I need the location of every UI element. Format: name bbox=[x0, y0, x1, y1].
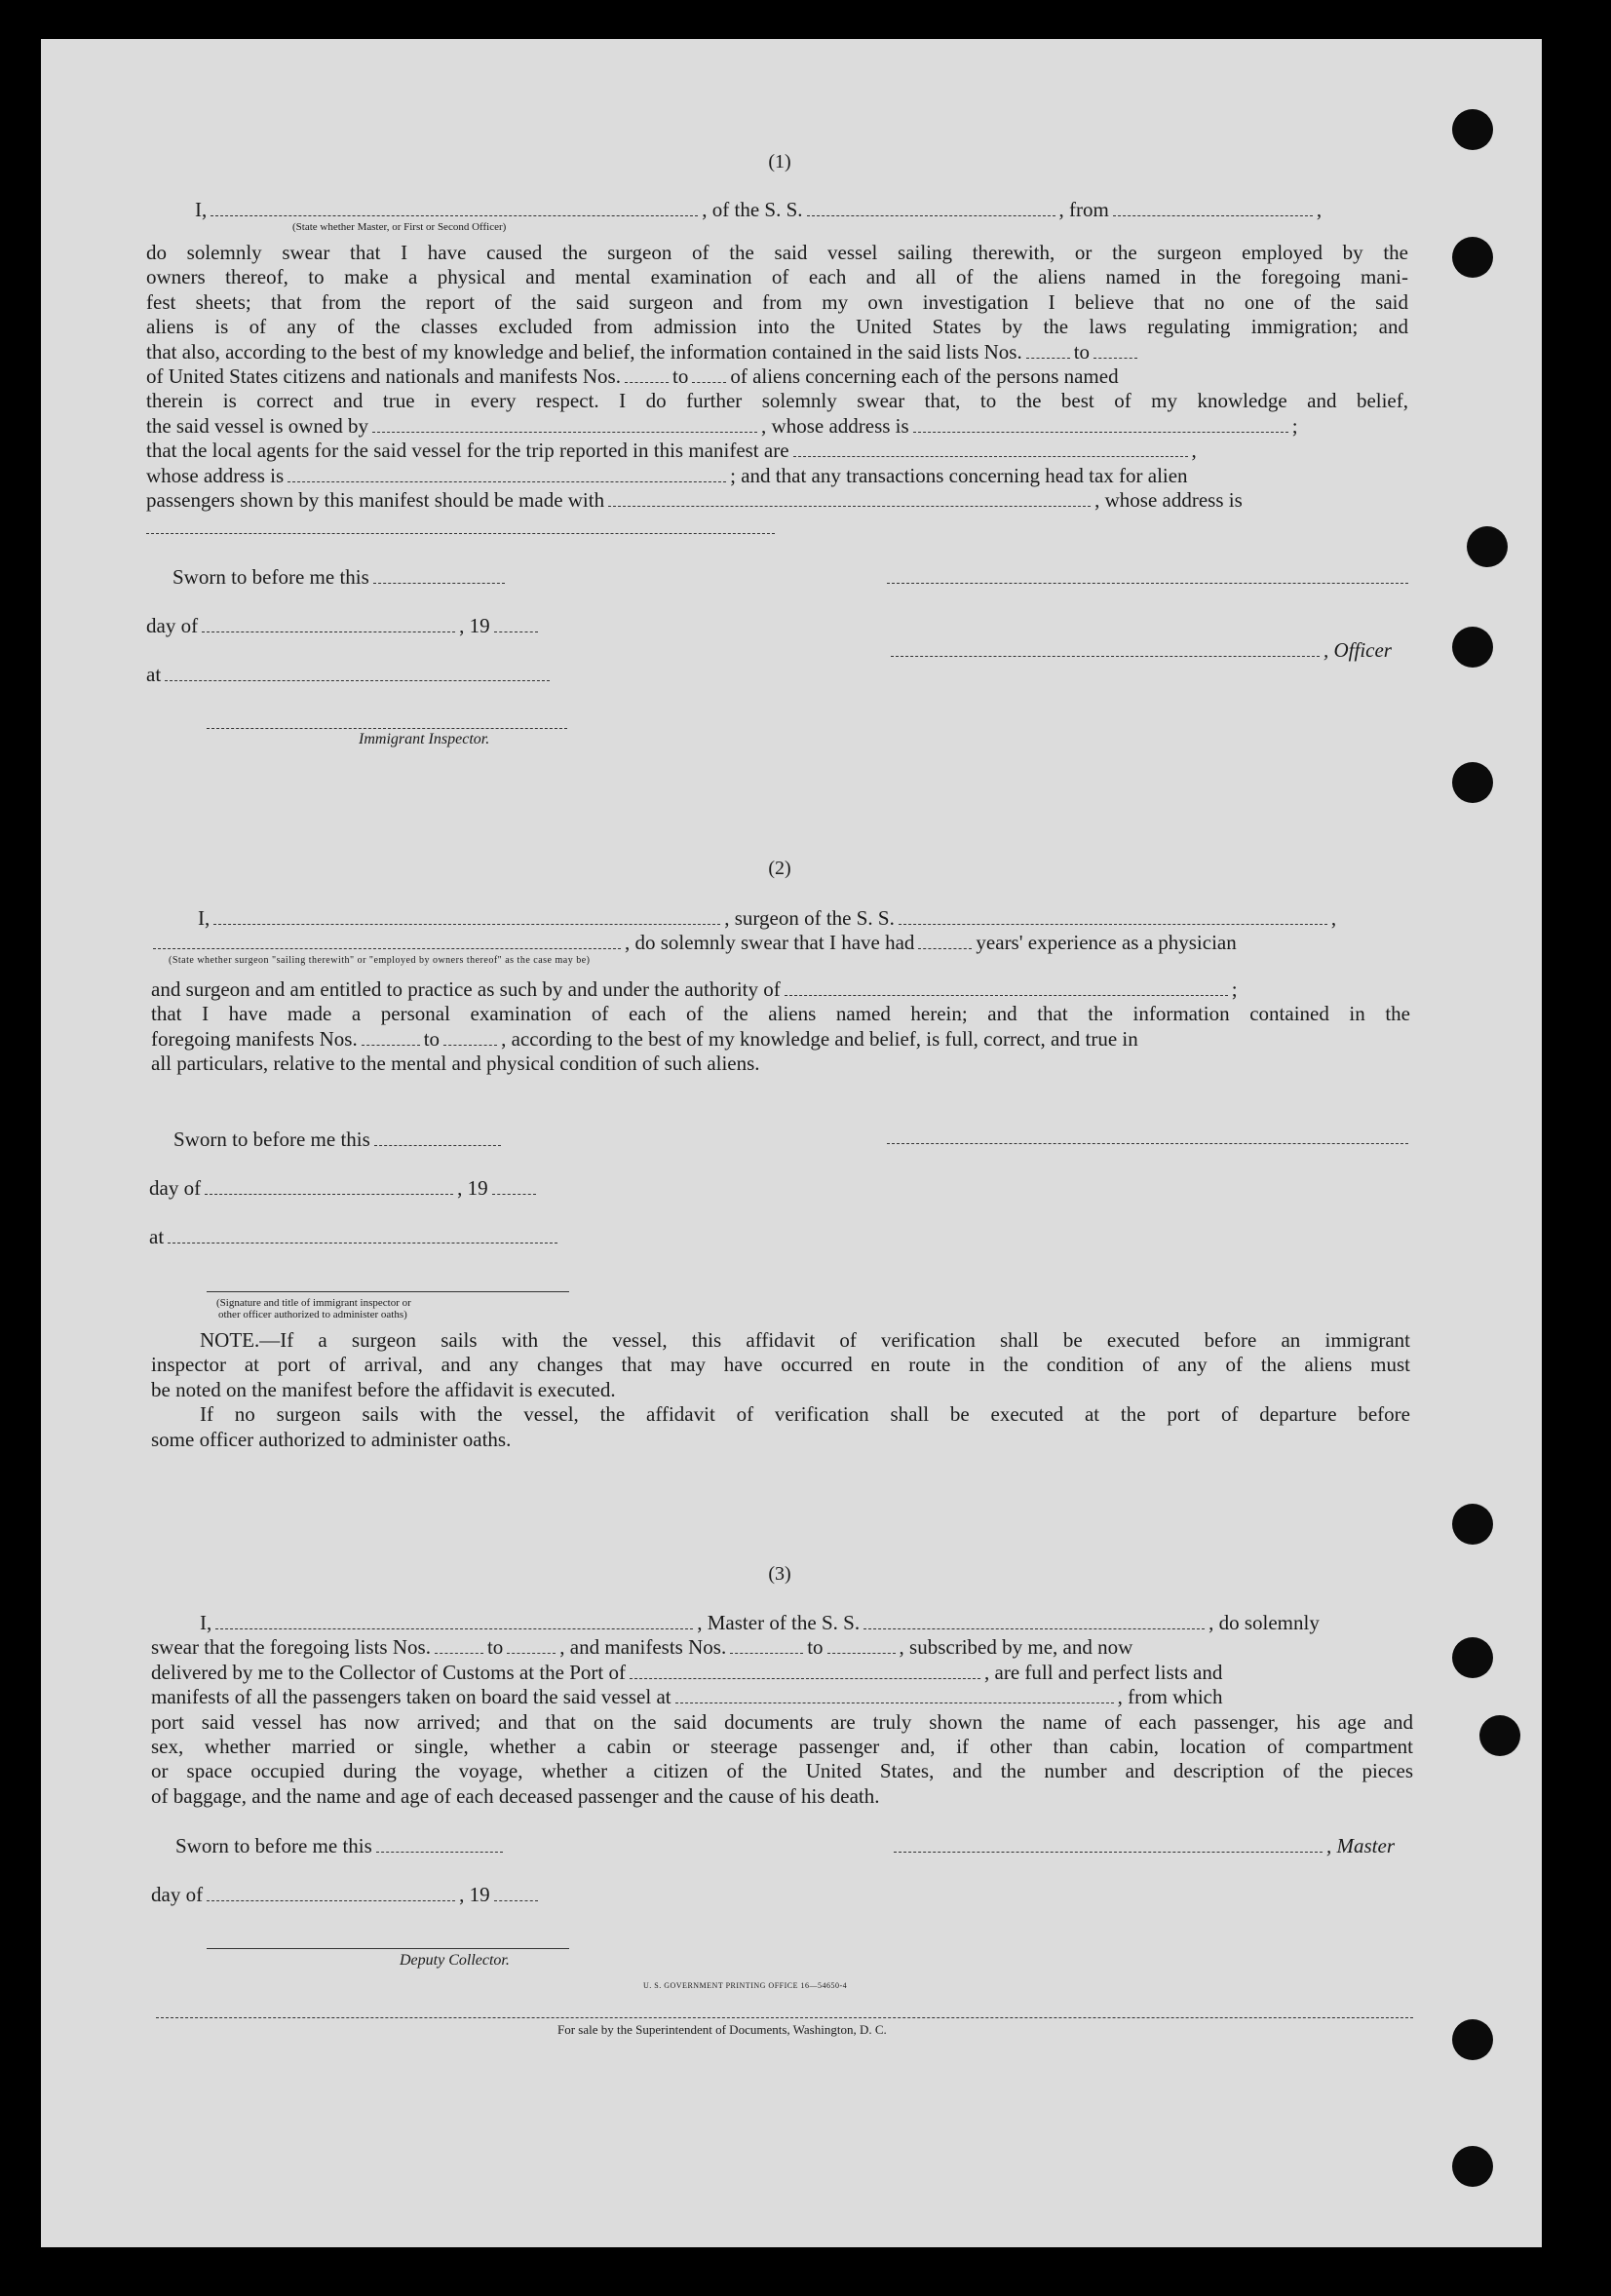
manifests-to-blank[interactable] bbox=[827, 1652, 896, 1654]
s1-line: fest sheets; that from the report of the said surgeon and from my own investigation I believe that no one of the said bbox=[146, 289, 1408, 314]
surgeon-caption: (State whether surgeon "sailing therewith" or "employed by owners thereof" as the case may be) bbox=[169, 955, 591, 966]
binder-hole bbox=[1452, 627, 1493, 668]
master-name-blank[interactable] bbox=[215, 1627, 693, 1629]
s1-line: aliens is of any of the classes excluded from admission into the United States by the laws regulating immigration; and bbox=[146, 315, 1408, 339]
owner-address-blank[interactable] bbox=[913, 431, 1288, 433]
manifests-to-blank[interactable] bbox=[692, 381, 726, 383]
s1-day-of: day of , 19 bbox=[146, 614, 542, 638]
binder-hole bbox=[1452, 1637, 1493, 1678]
binder-hole bbox=[1467, 526, 1508, 567]
sworn-day-blank[interactable] bbox=[376, 1851, 503, 1853]
address-continuation-blank[interactable] bbox=[146, 533, 775, 534]
surgeon-signature-line[interactable] bbox=[887, 1143, 1408, 1144]
sig-caption-2: other officer authorized to administer oaths) bbox=[218, 1309, 407, 1320]
s1-at: at bbox=[146, 663, 554, 687]
section-2-number: (2) bbox=[768, 858, 791, 879]
note-line: If no surgeon sails with the vessel, the affidavit of verification shall be executed at the port of departure before bbox=[200, 1402, 1410, 1427]
binder-hole bbox=[1452, 762, 1493, 803]
surgeon-name-blank[interactable] bbox=[213, 923, 720, 925]
s3-line: sex, whether married or single, whether a cabin or steerage passenger and, if other than cabin, location of compartment bbox=[151, 1735, 1413, 1759]
i-label: I, bbox=[195, 198, 208, 221]
printing-office-imprint: U. S. GOVERNMENT PRINTING OFFICE 16—54650-4 bbox=[643, 1981, 848, 1990]
s1-officer: , Officer bbox=[887, 638, 1392, 663]
note-block bbox=[151, 1328, 1410, 1452]
note-line: some officer authorized to administer oaths. bbox=[151, 1427, 512, 1451]
collector-signature-line[interactable] bbox=[207, 1948, 569, 1949]
collector-caption: Deputy Collector. bbox=[400, 1952, 510, 1969]
officer-caption: (State whether Master, or First or Second Officer) bbox=[292, 221, 507, 233]
officer-name-blank[interactable] bbox=[211, 214, 698, 216]
s2-at: at bbox=[149, 1225, 561, 1249]
lists-to-blank[interactable] bbox=[1093, 357, 1137, 359]
binder-hole bbox=[1479, 1715, 1520, 1756]
vessel-name-blank[interactable] bbox=[807, 214, 1055, 216]
sig-caption-1: (Signature and title of immigrant inspector or bbox=[216, 1297, 411, 1309]
s3-body bbox=[151, 1611, 1413, 1809]
vessel-name-blank[interactable] bbox=[899, 923, 1327, 925]
manifests-from-blank[interactable] bbox=[730, 1652, 803, 1654]
inspector-signature-line[interactable] bbox=[207, 728, 567, 729]
binder-hole bbox=[1452, 1504, 1493, 1545]
s2-body bbox=[151, 977, 1410, 1077]
s1-line: therein is correct and true in every respect. I do further solemnly swear that, to the best of my knowledge and belief, bbox=[146, 389, 1408, 413]
head-tax-contact-blank[interactable] bbox=[608, 505, 1091, 507]
year-blank[interactable] bbox=[492, 1193, 536, 1195]
officer-signature-blank[interactable] bbox=[891, 655, 1320, 657]
section-3-number: (3) bbox=[768, 1563, 791, 1585]
inspector-caption: Immigrant Inspector. bbox=[359, 731, 490, 747]
month-blank[interactable] bbox=[207, 1899, 455, 1901]
s1-header-line: I, , of the S. S. , from , bbox=[195, 198, 1323, 221]
year-blank[interactable] bbox=[494, 1899, 538, 1901]
lists-from-blank[interactable] bbox=[1026, 357, 1070, 359]
inspector-signature-line[interactable] bbox=[207, 1291, 569, 1292]
s2-line: all particulars, relative to the mental and physical condition of such aliens. bbox=[151, 1052, 760, 1076]
years-blank[interactable] bbox=[918, 947, 972, 949]
s3-line: of baggage, and the name and age of each deceased passenger and the cause of his death. bbox=[151, 1783, 880, 1808]
lists-to-blank[interactable] bbox=[507, 1652, 556, 1654]
port-blank[interactable] bbox=[630, 1677, 980, 1679]
note-line: be noted on the manifest before the affidavit is executed. bbox=[151, 1377, 616, 1401]
manifests-to-blank[interactable] bbox=[443, 1044, 497, 1046]
owner-blank[interactable] bbox=[372, 431, 757, 433]
s1-line: that also, according to the best of my knowledge and belief, the information contained in the said lists Nos. to bbox=[146, 340, 1408, 364]
from-port-blank[interactable] bbox=[1113, 214, 1313, 216]
month-blank[interactable] bbox=[202, 631, 455, 632]
s1-line: passengers shown by this manifest should be made with , whose address is bbox=[146, 488, 1243, 513]
manifests-from-blank[interactable] bbox=[362, 1044, 420, 1046]
s1-line: whose address is ; and that any transactions concerning head tax for alien bbox=[146, 463, 1188, 487]
binder-hole bbox=[1452, 237, 1493, 278]
sworn-day-blank[interactable] bbox=[373, 582, 505, 584]
s2-line: and surgeon and am entitled to practice as such by and under the authority of ; bbox=[151, 977, 1238, 1001]
signature-line[interactable] bbox=[887, 583, 1408, 584]
s2-line-1: I, , surgeon of the S. S. , bbox=[198, 906, 1337, 930]
s3-line: I, , Master of the S. S. , do solemnly bbox=[200, 1611, 1320, 1634]
s1-line: of United States citizens and nationals and manifests Nos. to of aliens concerning each of the persons named bbox=[146, 364, 1119, 389]
surgeon-status-blank[interactable] bbox=[153, 947, 621, 949]
s3-line: delivered by me to the Collector of Customs at the Port of , are full and perfect lists and bbox=[151, 1660, 1223, 1684]
binder-hole bbox=[1452, 2019, 1493, 2060]
binder-hole bbox=[1452, 2146, 1493, 2187]
s2-line: that I have made a personal examination of each of the aliens named herein; and that the information contained in the bbox=[151, 1002, 1410, 1026]
agents-address-blank[interactable] bbox=[288, 480, 726, 482]
sale-notice: For sale by the Superintendent of Documents, Washington, D. C. bbox=[557, 2022, 887, 2037]
month-blank[interactable] bbox=[205, 1193, 453, 1195]
s1-line: the said vessel is owned by , whose address is ; bbox=[146, 413, 1298, 438]
s2-day-of: day of , 19 bbox=[149, 1176, 540, 1201]
s3-line: manifests of all the passengers taken on board the said vessel at , from which bbox=[151, 1685, 1223, 1709]
s2-sworn: Sworn to before me this bbox=[173, 1128, 505, 1152]
s3-line: port said vessel has now arrived; and that on the said documents are truly shown the name of each passenger, his age and bbox=[151, 1709, 1413, 1734]
s2-line-2: , do solemnly swear that I have had years' experience as a physician bbox=[149, 931, 1237, 955]
s3-day-of: day of , 19 bbox=[151, 1883, 542, 1907]
lists-from-blank[interactable] bbox=[435, 1652, 483, 1654]
s1-line: owners thereof, to make a physical and mental examination of each and all of the aliens named in the foregoing mani- bbox=[146, 265, 1408, 289]
s3-line: swear that the foregoing lists Nos. to , and manifests Nos. to , subscribed by me, and now bbox=[151, 1635, 1133, 1660]
authority-blank[interactable] bbox=[785, 994, 1228, 996]
s1-sworn: Sworn to before me this bbox=[173, 565, 509, 590]
year-blank[interactable] bbox=[494, 631, 538, 632]
binder-hole bbox=[1452, 109, 1493, 150]
s2-line: foregoing manifests Nos. to , according to the best of my knowledge and belief, is full, correct, and true in bbox=[151, 1026, 1138, 1051]
s1-line: do solemnly swear that I have caused the surgeon of the said vessel sailing therewith, or the surgeon employed by the bbox=[146, 241, 1408, 264]
section-1-number: (1) bbox=[768, 151, 791, 172]
note-line: inspector at port of arrival, and any changes that may have occurred en route in the condition of any of the aliens must bbox=[151, 1353, 1410, 1377]
footer-rule bbox=[156, 2017, 1413, 2018]
manifests-from-blank[interactable] bbox=[625, 381, 669, 383]
local-agents-blank[interactable] bbox=[793, 455, 1188, 457]
at-place-blank[interactable] bbox=[165, 679, 550, 681]
at-place-blank[interactable] bbox=[168, 1242, 557, 1244]
note-line: NOTE.—If a surgeon sails with the vessel, this affidavit of verification shall be executed before an immigrant bbox=[200, 1328, 1410, 1352]
master-signature-blank[interactable] bbox=[894, 1851, 1323, 1853]
s3-line: or space occupied during the voyage, whether a citizen of the United States, and the number and description of the pieces bbox=[151, 1759, 1413, 1783]
s1-line: that the local agents for the said vessel for the trip reported in this manifest are , bbox=[146, 439, 1197, 463]
s3-sworn: Sworn to before me this bbox=[175, 1834, 507, 1858]
vessel-name-blank[interactable] bbox=[863, 1627, 1205, 1629]
s3-master: , Master bbox=[890, 1834, 1395, 1858]
boarding-port-blank[interactable] bbox=[675, 1702, 1114, 1703]
sworn-day-blank[interactable] bbox=[374, 1144, 501, 1146]
s1-body bbox=[146, 241, 1408, 513]
